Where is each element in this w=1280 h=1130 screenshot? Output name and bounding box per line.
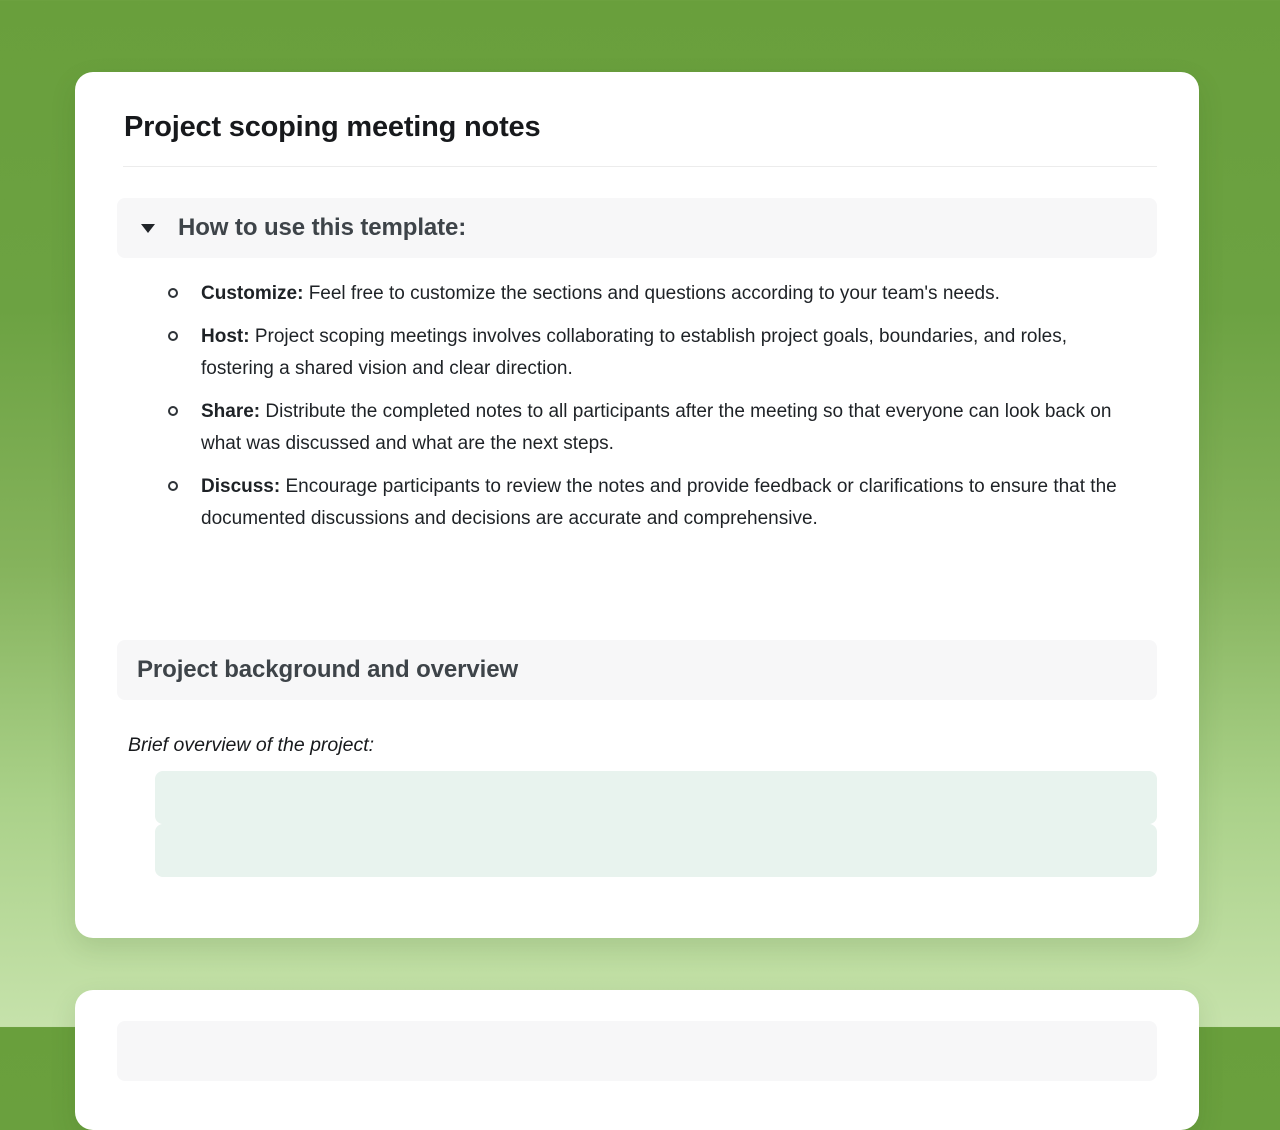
list-item bbox=[168, 278, 1139, 311]
bullet-circle-icon bbox=[168, 331, 178, 341]
bullet-body: Distribute the completed notes to all participants after the meeting so that everyone can look back on what was discussed and what are the next steps. bbox=[201, 400, 1112, 454]
bullet-text bbox=[201, 321, 1139, 386]
overview-input-line-1[interactable] bbox=[155, 771, 1157, 824]
bullet-body: Encourage participants to review the notes and provide feedback or clarifications to ensure that the documented discussions and decisions are accurate and comprehensive. bbox=[201, 475, 1117, 529]
how-to-section-toggle[interactable] bbox=[117, 198, 1157, 258]
next-document-card bbox=[75, 990, 1199, 1130]
next-section-header-bar bbox=[117, 1021, 1157, 1081]
bullet-label: Share: bbox=[201, 400, 261, 422]
bullet-text bbox=[201, 396, 1139, 461]
bullet-text bbox=[201, 278, 1000, 311]
bullet-circle-icon bbox=[168, 481, 178, 491]
how-to-bullet-list bbox=[168, 278, 1139, 536]
document-card bbox=[75, 72, 1199, 938]
overview-prompt-label: Brief overview of the project: bbox=[128, 733, 375, 756]
list-item bbox=[168, 396, 1139, 461]
bullet-body: Feel free to customize the sections and questions according to your team's needs. bbox=[308, 283, 1000, 304]
list-item bbox=[168, 321, 1139, 386]
bullet-circle-icon bbox=[168, 288, 178, 298]
list-item bbox=[168, 471, 1139, 536]
bullet-circle-icon bbox=[168, 406, 178, 416]
overview-section-title: Project background and overview bbox=[137, 655, 519, 683]
title-divider bbox=[123, 166, 1157, 167]
how-to-section-title: How to use this template: bbox=[178, 214, 467, 241]
overview-input-line-2[interactable] bbox=[155, 824, 1157, 877]
caret-down-icon[interactable] bbox=[141, 224, 155, 233]
bullet-label: Host: bbox=[201, 325, 250, 347]
bullet-label: Discuss: bbox=[201, 475, 281, 497]
bullet-body: Project scoping meetings involves collaborating to establish project goals, boundaries, and roles, fostering a shared vision and clear direction. bbox=[201, 325, 1068, 379]
overview-section-header-bar bbox=[117, 640, 1157, 700]
bullet-text bbox=[201, 471, 1139, 536]
overview-input-area[interactable] bbox=[155, 771, 1157, 877]
page-title: Project scoping meeting notes bbox=[124, 111, 541, 143]
bullet-label: Customize: bbox=[201, 283, 304, 304]
